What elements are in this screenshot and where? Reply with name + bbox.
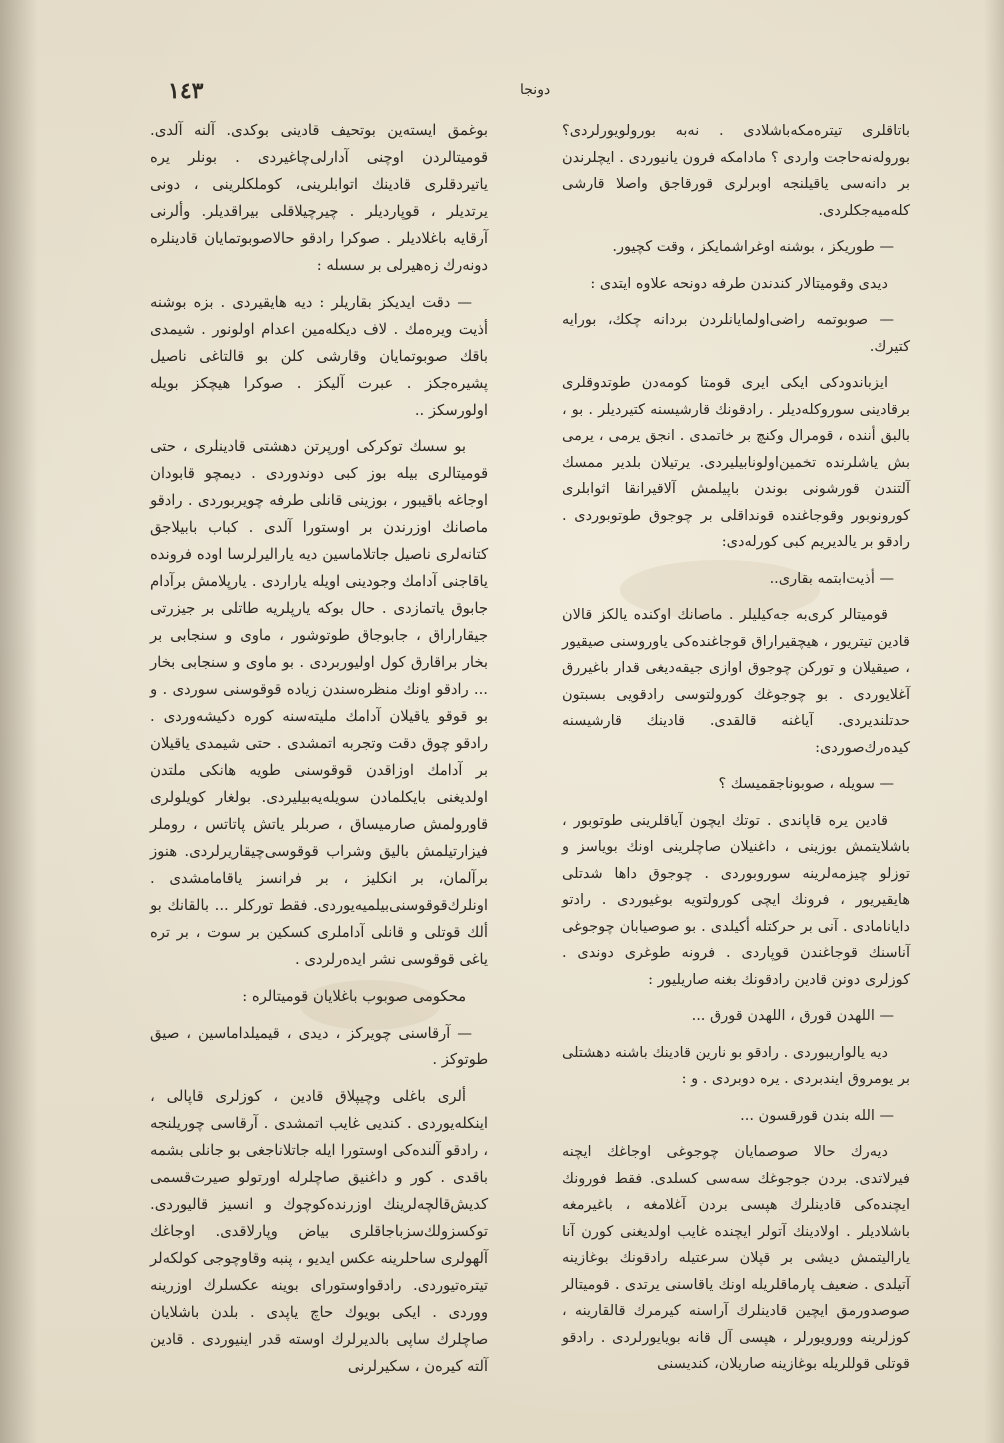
- dialogue-paragraph: — صوبوتمه راضى‌اولمايانلردن بردانه چكك، بورايه كتيرك.: [562, 312, 910, 355]
- dialogue-paragraph: — طوريكز ، بوشنه اوغراشمايكز ، وقت كچيور.: [612, 239, 894, 255]
- paragraph: قادين يره قاپاندى . توتك ايچون آياقلرينى طوتوبور ، باشلايتمش بوزينى ، داغنيلان صاچلرينى اونك بوياسز و توزلو چيزمه‌لرينه سوروبوردى . چوجوق داها شدتلى هايقيريور ، فرونك ايچى كورولتويه بوغيوردى . رادتو دايانامادى . آنى بر حركتله أكيلدى . بو صوصيابان چوجوغى آناسنك قوجاغندن قوپاردى . فرونه طوغرى دوندى . كوزلرى دونن قادين رادقونك بغنه صاريليور :: [562, 812, 910, 988]
- paragraph: بو سسك توكركى اورپرتن دهشتى قادينلرى ، حتى قوميتالرى بيله بوز كبى دوندوردى . ديمچو قابودان اوجاغه باقيبور ، بوزينى قانلى طرفه چويربوردى . رادقو ماصانك اوزرندن بر اوستورا آلدى . كباب بابيلاجق كتانه‌لرى ناصيل جاتلاماسين ديه ياراليرلرسا اوده فرونده ياقاجنى آدامك وجودينى اويله ياراردى . يارپلامش برآدام جابوق ياتمازدى . حال بوكه يارپلريه طاتلى بر جيزرتى جيقاراراق ، جابوجاق طوتوشور ، ماوى و سنجابى بر بخار براقارق كول اوليوربردى . بو ماوى و سنجابى بخار ... رادقو اونك منظره‌سندن زياده قوقوسنى سوردى . و بو قوقو ياقيلان آدامك مليته‌سنه كوره دكيشه‌وردى . رادقو چوق دقت وتجربه اتمشدى . حتى شيمدى ياقيلان بر آدامك اوزاقدن قوقوسنى طويه هانكى ملتدن اولديغنى بايكلمادن سويله‌يه‌بيليردى. بولغار كويلولرى قاورولمش صارميساق ، صربلر ياتش پاتاتس ، روملر فيزارتيلمش باليق وشراب قوقوسى‌چيقاريرلردى. هنوز برآلمان، بر انكليز ، بر فرانسز ياقامامشدى . اونلرك‌قوقوسنى‌بيلميه‌يوردى. فقط توركلر ... بالقانك بو ألك قوتلى و قانلى آداملرى كسكين بر سوت ، بر تره ياغى قوقوسى نشر ايده‌رلردى .: [150, 438, 488, 968]
- right-text-column: [562, 118, 910, 1388]
- paragraph: ديدى وقوميتالار كندندن طرفه دونحه علاوه ايتدى :: [590, 275, 888, 292]
- dialogue-paragraph: — اللهدن قورق ، اللهدن قورق ...: [691, 1008, 894, 1024]
- paragraph: قوميتالر كرى‌به جه‌كيليلر . ماصانك اوكنده يالكز قالان قادين تيتريور ، هيچقيراراق قوجاغنده‌كى ياوروسنى صيقيور ، صيقيلان و توركن چوجوق اوازى جيقه‌ديغى قدار باغيررق آغلايوردى . بو چوجوغك كورولتوسى رادقويى بسبتون حدتلنديردى. آياغنه قالقدى. قادينك قارشيسنه كيده‌رك‌صوردى:: [562, 607, 910, 756]
- dialogue-paragraph: — الله بندن قورقسون ...: [740, 1107, 894, 1124]
- dialogue-paragraph: — آرقاسنى چويركز ، ديدى ، قيميلداماسين ، صيق طوتوكز .: [150, 1024, 488, 1069]
- binding-shadow: [0, 0, 38, 1443]
- dialogue-paragraph: — أذيت‌ابتمه بقارى..: [769, 570, 894, 587]
- paragraph: بوغمق ايسته‌ين بوتحيف قادينى بوكدى. آلنه آلدى. قوميتالردن اوچنى آدارلى‌چاغيردى . بونلر يره ياتيردقلرى قادينك اتوابلرينى، كوملكلرينى ، دونى يرتديلر ، قوپارديلر . چيرچيلاقلى بيراقديلر. وألرنى آرقايه باغلاديلر . صوكرا رادقو حالاصوبوتمايان قادينلره دونه‌رك زه‌هيرلى بر سسله :: [150, 122, 488, 274]
- left-text-column: [150, 118, 488, 1391]
- paragraph: ديه يالواريبوردى . رادقو بو نارين قادينك باشنه دهشتلى بر يومروق ايندبردى . يره دوبردى . و :: [562, 1044, 910, 1087]
- running-title: دونجا: [520, 82, 551, 98]
- paragraph: ألرى باغلى وچيپلاق قادين ، كوزلرى قاپالى ، اينكله‌يوردى . كنديى غايب اتمشدى . آرقاسى چوريلنجه ، رادقو آلنده‌كى اوستورا ايله جاتلاناجغى بو جانلى بشمه باقدى . كور و داغنيق صاچلرله اورتولو صيرت‌قسمى كديش‌قالچه‌لرينك اوزرنده‌كوچوك و انسيز قاليوردى. توكسزولك‌سزباجاقلرى بياض وپارلاقدى. اوجاغك آلهولرى ساحلرينه عكس ايديو ، پنبه وقاوچوجى كولكه‌لر تيتره‌تيوردى. رادقواوستوراى بوينه عكسلرك اوزرينه ووردى . ايكى بويوك حاچ ياپدى . بلدن باشلايان صاچلرك ساپى بالديرلرك اوسته قدر اينيوردى . قادين آلته كيره‌ن ، سكيرلرنى: [150, 1088, 488, 1375]
- page-number: ١٤٣: [168, 78, 204, 104]
- paragraph: ايزباندودكى ايكى ايرى قومتا كومه‌دن طوتدوقلرى برقادينى سوروكله‌ديلر . رادقونك قارشيسنه كتيرديلر . بو ، بالبق أننده ، قومرال وكنچ بر خاتمدى . انجق يرمى ، يرمى بش ياشلرنده تخمين‌اولونابيليردى. يرتيلان بلدير ممسك آلتندن قورشونى بوندن باپيلمش آلاقيرانقا اثوابلرى كورونوبور وقوجاغنده قونداقلى بر چوجوق طوتوبوردى . رادقو بر يالديريم كبى كورله‌دى:: [562, 375, 910, 550]
- paragraph: محكومى صوبوب باغلايان قوميتالره :: [242, 987, 466, 1005]
- paragraph: باتاقلرى تيتره‌مكه‌باشلادى . نه‌به بورولويورلردى؟ بوروله‌نه‌حاجت واردى ؟ مادامكه فرون يانيوردى . ايچلرندن بر دانه‌سى ياقيلنجه اوبرلرى قورقاجق واصلا قارشى كله‌ميه‌جكلردى.: [562, 123, 910, 219]
- dialogue-paragraph: — دقت ايديكز بقاريلر : ديه هايقيردى . بزه بوشنه أذيت ويره‌مك . لاف ديكله‌مين اعدام اولونور . شيمدى باقك صوبوتمايان وقارشى كلن بو قالتاغى ناصيل پشيره‌جكز . عبرت آليكز . صوكرا هيچكز بويله اولورسكز ..: [150, 293, 488, 419]
- page-edge-shadow: [984, 0, 1004, 1443]
- paragraph: ديه‌رك حالا صوصمايان چوجوغى اوجاغك ايچنه فيرلاتدى. بردن جوجوغك سه‌سى كسلدى. فقط فورونك ايچنده‌كى قادينلرك هپسى بردن آغلامغه ، باغيرمغه باشلاديلر . اولادينك آتولر ايچنده غايب اولديغنى كورن آنا ياراليتمش ديشى بر قپلان سرعتيله رادقونك بوغازينه آتيلدى . ضعيف پارماقلريله اونك ياقاسنى يرتدى . قوميتالر صوصدورمق ايچين قادينلرك آراسنه كيرمرك قالقارينه ، كوزلرينه وورويورلر ، هپسى آل قانه بويايورلردى . رادقو قوتلى قوللريله بوغازينه صاريلان، كنديسنى: [562, 1144, 910, 1372]
- dialogue-paragraph: — سويله ، صوبوناجقميسك ؟: [718, 776, 894, 792]
